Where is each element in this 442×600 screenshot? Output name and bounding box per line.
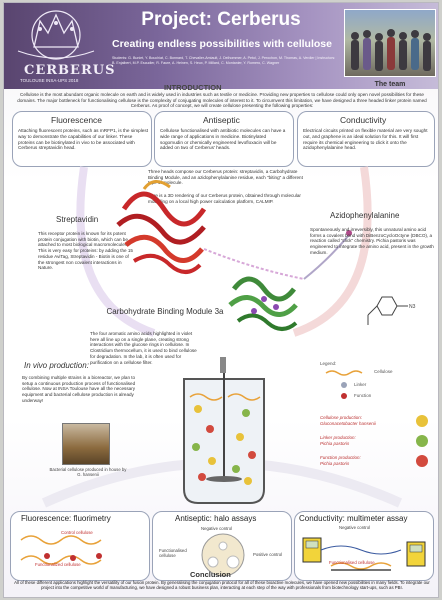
- multimeter-box: [294, 511, 434, 581]
- legend-cellulose-org: Gluconacetobacter hansenii: [320, 421, 376, 426]
- legend-linker-org: Pichia pastoris: [320, 441, 350, 446]
- streptavidin-text: This receptor protein is known for its potent protein conjugation with biotin, which can be attached to most biological macromolecules. This is very easy for proteins: by adding the 15 residue AviTag, Streptavidin - Biotin is one of the strongest non covalent interactions in Nature.: [38, 231, 133, 271]
- antiseptic-text: Cellulose functionalised with antibiotic molecules can have a wide range of applications in medicine. Biotinylated sogomudin or chemically engineered levofloxacin will be added on two of Cerberus' heads.: [160, 128, 286, 151]
- conclusion-text: All of these different applications highlight the versatility of our fusion protein. By generalising the conjugation protocol for all of these bioactive molecules, we have opened new possibilities in many fields. To integrate our project into the competitive world of manufacturing, we have designed a robust business plan, interacting at each step of the way with professionals from biotechnology start-ups, such as PBI.: [14, 580, 430, 591]
- red-dot-icon: [416, 455, 428, 467]
- legend-function-production: Function production:: [320, 455, 361, 460]
- cbm-text: The four aromatic amino acids highlighted in violet here all line up on a single plane, creating strong interactions with the glucose rings in cellulose. In Clostridium thermocellum, it is used to bind cellulose for degradation. In the lab, it is often used for purification on a cellulose filter.: [90, 331, 197, 365]
- halo-positive-label: Positive control: [253, 552, 283, 557]
- legend-linker: Linker: [354, 382, 367, 387]
- cbm-structure-icon: [230, 279, 296, 329]
- yellow-dot-icon: [416, 415, 428, 427]
- antiseptic-title: Antiseptic: [203, 115, 240, 125]
- streptavidin-structure-icon: [118, 181, 204, 272]
- cellulose-swatch-icon: [326, 371, 362, 375]
- legend-function-org: Pichia pastoris: [320, 461, 350, 466]
- conductivity-text: Electrical circuits printed on flexible material are very sought out, and graphene is an ideal solution for this. It will first require its chemical engineering to click it onto the azidophenylalanine head.: [303, 128, 428, 151]
- multimeter-functionalised-label: Functionalised cellulose: [329, 560, 375, 565]
- linker-swatch-icon: [341, 382, 347, 388]
- legend-linker-production: Linker production:: [320, 435, 356, 440]
- conclusion-title: Conclusion: [190, 570, 231, 579]
- poster-title: Project: Cerberus: [141, 9, 301, 30]
- legend-title: Legend:: [320, 361, 337, 366]
- intro-text: Cellulose is the most abundant organic molecule on earth and is widely used in industries such as textile or medicine. Providing new properties to cellulose could only open novel possibilities for these domains. The major bottleneck for functionalising cellulose is the complexity of conjugating molecules of interest to it. To circumvent this limitation, we have designed a three headed linker protein named Cerberus. As proof of concept, we will create cellulose presenting the following properties:: [17, 92, 427, 109]
- legend-function: Function: [354, 393, 372, 398]
- cbm-title: Carbohydrate Binding Module 3a: [106, 307, 224, 316]
- poster: [3, 2, 439, 598]
- intro-title: INTRODUCTION: [164, 83, 222, 92]
- fluorescence-text: Attaching fluorescent proteins, such as mRFP1, is the simplest way to demonstrate the capabilities of our linker. These proteins can be biotinylated in vivo to be associated with Cerberus streptavidin head.: [18, 128, 149, 151]
- multimeter-negative-label: Negative control: [339, 525, 371, 530]
- team-label: The team: [374, 81, 406, 88]
- invivo-title: In vivo production:: [24, 361, 89, 370]
- svg-text:N3: N3: [409, 304, 416, 310]
- azido-title: Azidophenylalanine: [330, 211, 400, 220]
- conductivity-title: Conductivity: [340, 115, 387, 125]
- bioreactor-diagram: [154, 357, 294, 507]
- fluor-functionalized-label: Functionalized cellulose: [35, 562, 81, 567]
- fluorimetry-box: [10, 511, 150, 581]
- legend-cellulose-production: Cellulose production:: [320, 415, 363, 420]
- azido-molecule-icon: [362, 291, 422, 331]
- rendering-text: Here is a 3D rendering of our Cerberus protein, obtained through molecular modelling on a local high power calculation platform, CALMIP.: [148, 193, 301, 204]
- poster-subtitle: Creating endless possibilities with cellulose: [112, 38, 332, 50]
- multimeter-icon: [301, 532, 429, 578]
- fluor-control-label: Control cellulose: [61, 530, 93, 535]
- green-dot-icon: [416, 435, 428, 447]
- halo-negative-label: Negative control: [201, 526, 233, 531]
- fluorescence-title: Fluorescence: [51, 115, 103, 125]
- azido-text: Spontaneously and irreversibly, this unnatural amino acid forms a covalent bond with DiBenzoCycloOctyne (DBCO), a reaction called "click" chemistry. Pichia pastoris was engineered to integrate the amino acid, present in the growth medium.: [310, 227, 434, 255]
- logo-subtitle: TOULOUSE INSA-UPS 2018: [20, 78, 79, 83]
- three-heads-text: Three heads compose our Cerberus protein: streptavidin, a Carbohydrate Binding Module, and an azidophenylalanine residue, each "biting" a different type of molecule.: [148, 169, 303, 186]
- authors-list: Students: G. Buniet, Y. Bouchiat, C. Bonnard, T. Chevalier-Amiault, J. Delhommer, A. Petol, J. Perochon, M. Thomas, A. Verdier | Instructors: B. Enjalbert, M.P. Escudier, R. Faure, A. Heinen, S. Heux, P. Millard, C. Montanier, Y. Romero, C. Wagner: [112, 56, 336, 65]
- streptavidin-title: Streptavidin: [56, 215, 99, 224]
- invivo-caption: Bacterial cellulose produced in house by G. hansenii: [49, 467, 127, 477]
- function-swatch-icon: [341, 393, 347, 399]
- logo-wordmark: CERBERUS: [24, 63, 116, 78]
- multimeter-title: Conductivity: multimeter assay: [299, 514, 408, 523]
- halo-functionalised-label: Functionalised cellulose: [159, 548, 187, 558]
- halo-title: Antiseptic: halo assays: [175, 514, 257, 523]
- bacterial-cellulose-photo: [62, 423, 110, 465]
- legend-cellulose: Cellulose: [374, 369, 393, 374]
- invivo-text: By combining multiple strains in a bioreactor, we plan to setup a continuous production process of functionalised cellulose. Now at INSA Toulouse have all the necessary equipment and bacterial cellulose production is already underway!: [22, 375, 136, 403]
- fluorimetry-title: Fluorescence: fluorimetry: [21, 514, 111, 523]
